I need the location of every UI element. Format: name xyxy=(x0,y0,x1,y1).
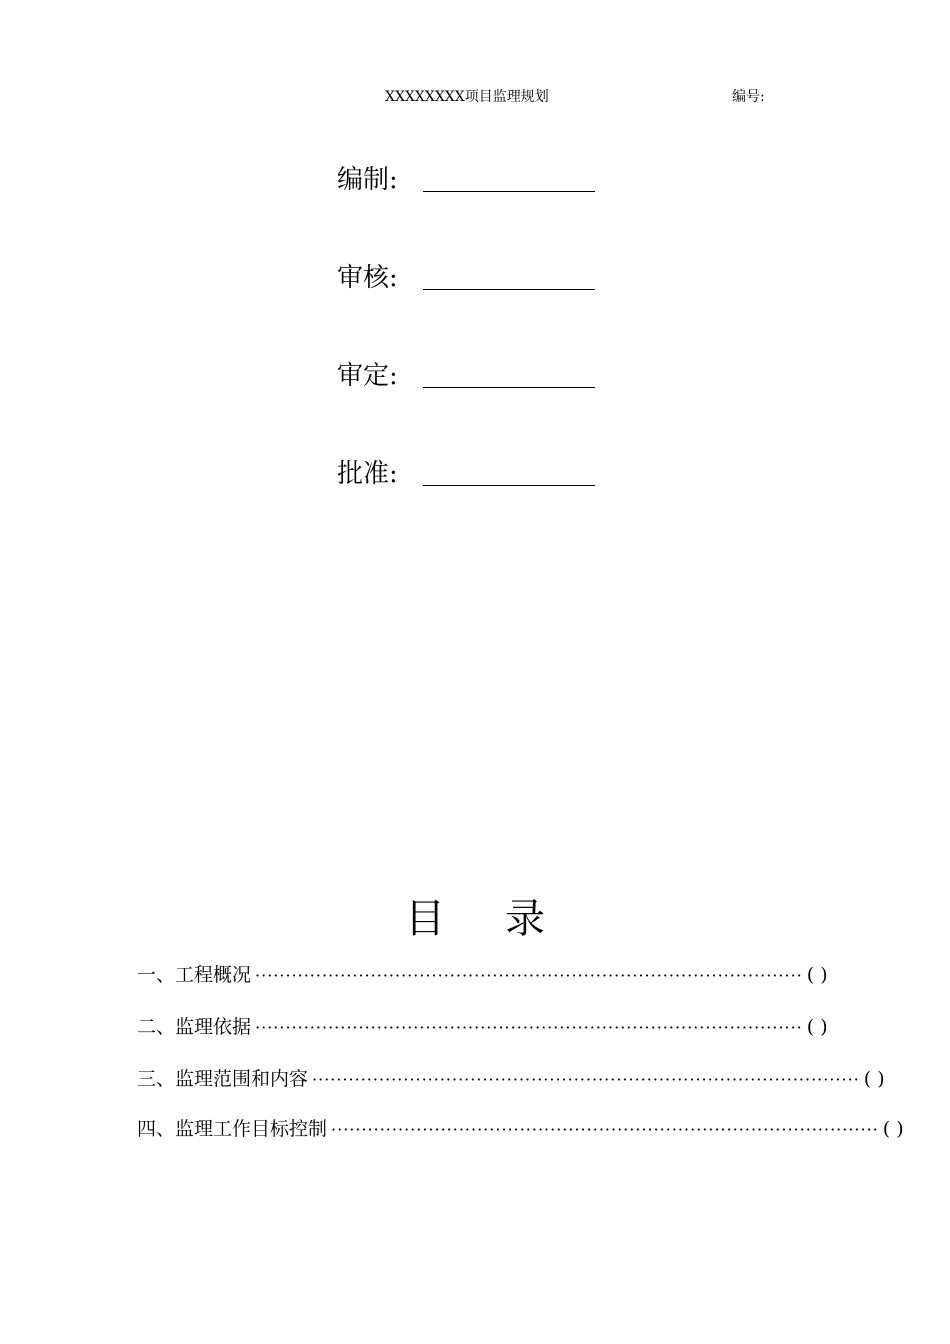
signature-line xyxy=(423,288,595,290)
signature-row-compile xyxy=(337,156,595,196)
toc-item-page: ( ) xyxy=(806,1016,828,1038)
signature-row-review xyxy=(337,254,595,294)
toc-item[interactable] xyxy=(137,1064,885,1090)
toc-item-number: 四、 xyxy=(137,1118,176,1140)
header-title: XXXXXXXX项目监理规划 xyxy=(385,89,549,105)
toc-leader-dots: ·························································································· xyxy=(255,1018,803,1037)
signature-label: 审定: xyxy=(337,361,398,391)
signature-row-approve xyxy=(337,450,595,490)
signature-label: 编制: xyxy=(337,165,398,195)
toc-item-number: 二、 xyxy=(137,1016,176,1038)
toc-item-number: 三、 xyxy=(137,1068,176,1090)
toc-item-number: 一、 xyxy=(137,964,176,986)
signature-line xyxy=(423,484,595,486)
toc-item-page: ( ) xyxy=(863,1068,885,1090)
signature-label: 批准: xyxy=(337,459,398,489)
toc-leader-dots: ·························································································· xyxy=(331,1120,879,1139)
toc-item-text: 监理工作目标控制 xyxy=(175,1118,328,1140)
toc-item-text: 监理依据 xyxy=(175,1016,252,1038)
toc-item-page: ( ) xyxy=(882,1118,904,1140)
toc-item[interactable] xyxy=(137,1012,828,1038)
toc-item-text: 监理范围和内容 xyxy=(175,1068,309,1090)
toc-leader-dots: ·························································································· xyxy=(312,1070,860,1089)
toc-item-text: 工程概况 xyxy=(175,964,252,986)
signature-line xyxy=(423,190,595,192)
toc-item[interactable] xyxy=(137,1114,904,1140)
toc-leader-dots: ·························································································· xyxy=(255,966,803,985)
signature-line xyxy=(423,386,595,388)
toc-item-page: ( ) xyxy=(806,964,828,986)
signature-label: 审核: xyxy=(337,263,398,293)
header-number-label: 编号: xyxy=(732,89,765,105)
toc-title: 目录 xyxy=(405,896,605,942)
signature-row-verify xyxy=(337,352,595,392)
toc-item[interactable] xyxy=(137,960,828,986)
